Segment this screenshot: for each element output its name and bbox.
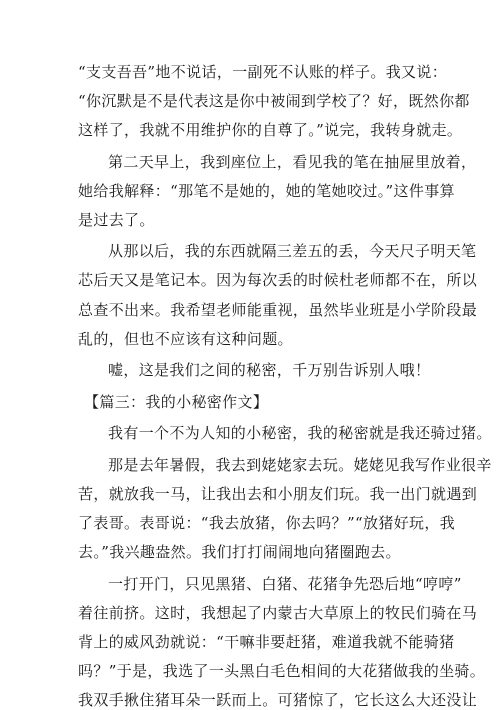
paragraph-line: 从那以后，我的东西就隔三差五的丢，今天尺子明天笔: [108, 242, 477, 260]
paragraph-line: 苦，就放我一马，让我出去和小朋友们玩。我一出门就遇到: [78, 485, 478, 503]
paragraph-line: “支支吾吾”地不说话，一副死不认账的样子。我又说：: [78, 63, 448, 81]
paragraph-line: 乱的，但也不应该有这种问题。: [78, 330, 293, 348]
paragraph-line: 吗？”于是，我选了一头黑白毛色相间的大花猪做我的坐骑。: [78, 662, 486, 680]
paragraph-line: 去。”我兴趣盎然。我们打打闹闹地向猪圈跑去。: [78, 543, 401, 561]
paragraph-line: 第二天早上，我到座位上，看见我的笔在抽屉里放着，: [108, 153, 477, 171]
paragraph-line: 芯后天又是笔记本。因为每次丢的时候杜老师都不在，所以: [78, 271, 478, 289]
paragraph-line: 了表哥。表哥说：“我去放猪，你去吗？”“放猪好玩，我: [78, 514, 456, 532]
paragraph-line: 背上的威风劲就说：“干嘛非要赶猪，难道我就不能骑猪: [78, 633, 455, 651]
paragraph-line: 我有一个不为人知的小秘密，我的秘密就是我还骑过猪。: [108, 424, 492, 442]
paragraph-line: 我双手揪住猪耳朵一跃而上。可猪惊了，它长这么大还没让: [78, 691, 478, 709]
paragraph-line: 着往前挤。这时，我想起了内蒙古大草原上的牧民们骑在马: [78, 604, 478, 622]
paragraph-line: 一打开门，只见黑猪、白猪、花猪争先恐后地“哼哼”: [108, 575, 462, 593]
paragraph-line: 是过去了。: [78, 211, 155, 229]
paragraph-line: 嘘，这是我们之间的秘密，千万别告诉别人哦！: [108, 361, 431, 379]
paragraph-line: 她给我解释：“那笔不是她的，她的笔她咬过。”这件事算: [78, 182, 455, 200]
paragraph-line: 总查不出来。我希望老师能重视，虽然毕业班是小学阶段最: [78, 301, 478, 319]
section-heading: 【篇三：我的小秘密作文】: [84, 393, 269, 411]
paragraph-line: 那是去年暑假，我去到姥姥家去玩。姥姥见我写作业很辛: [108, 456, 492, 474]
paragraph-line: “你沉默是不是代表这是你中被闹到学校了？好，既然你都: [78, 92, 470, 110]
paragraph-line: 这样了，我就不用维护你的自尊了。”说完，我转身就走。: [78, 121, 463, 139]
